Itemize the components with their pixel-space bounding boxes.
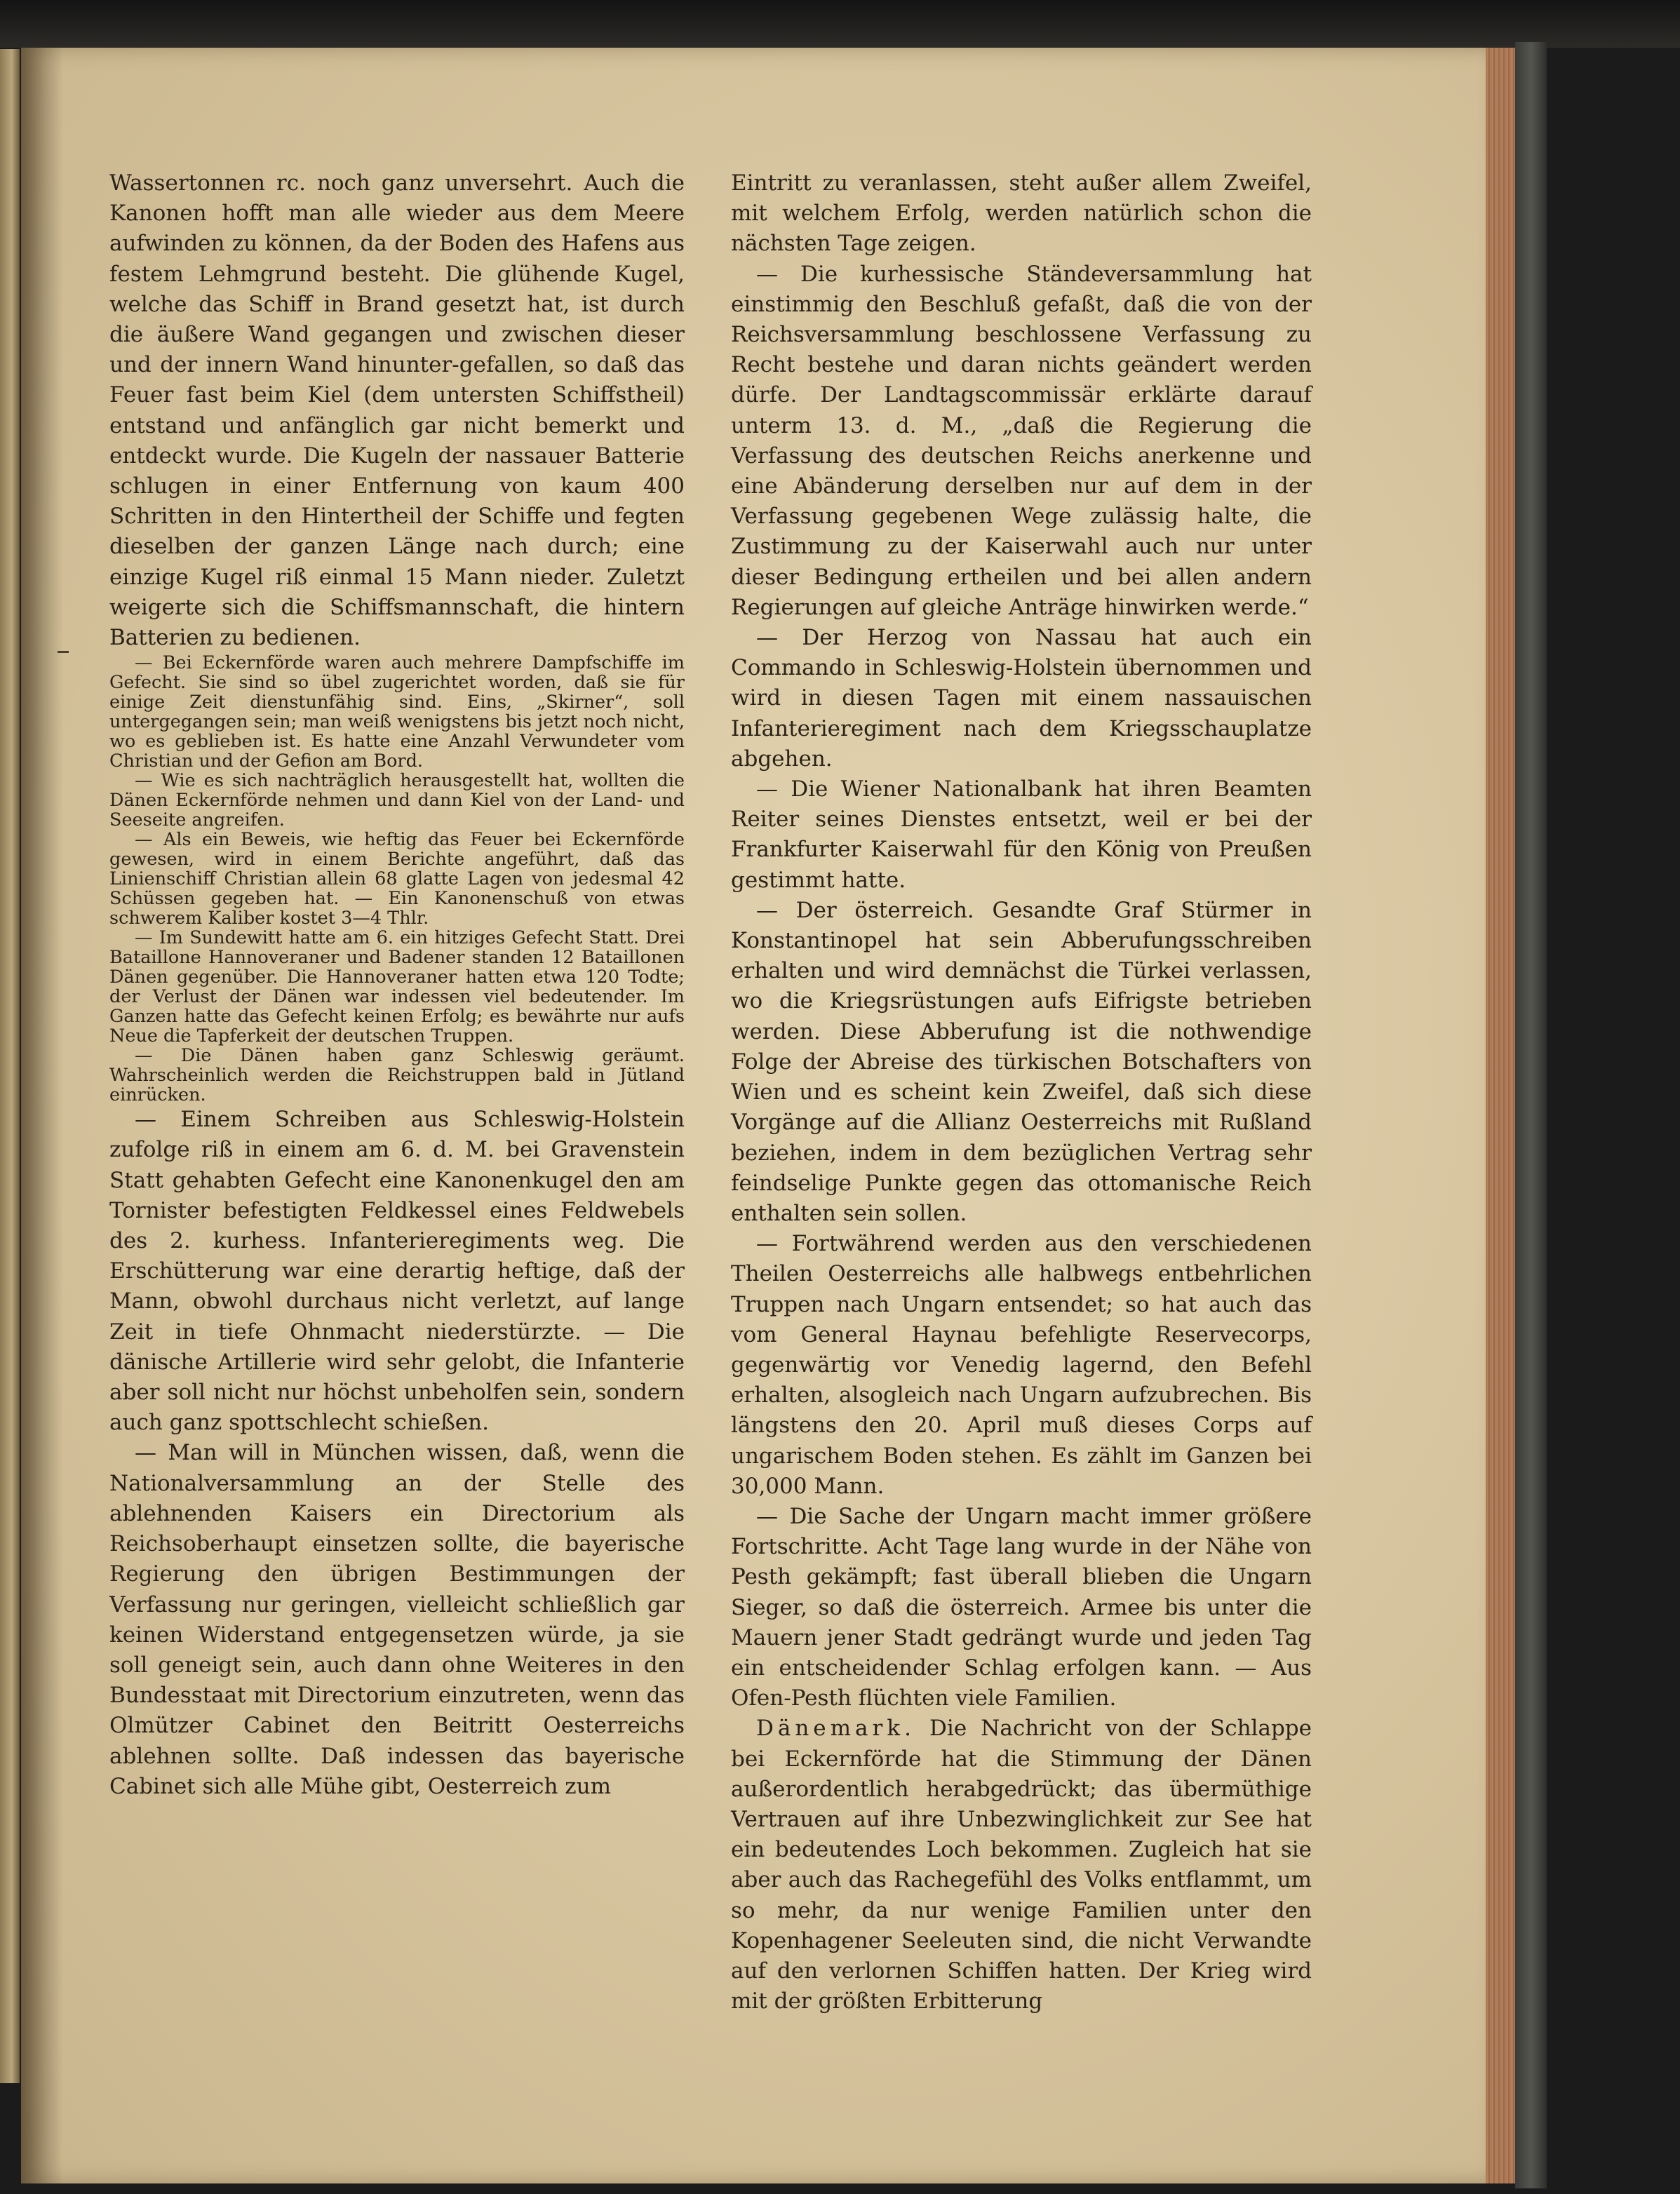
- book-cover-edge: [1515, 42, 1547, 2188]
- section-heading-denmark: Dänemark.: [756, 1716, 915, 1742]
- paragraph-fire-proof: — Als ein Beweis, wie heftig das Feuer bei Eckernförde gewesen, wird in einem Berichte angeführt, daß das Linienschiff Christian allein 68 glatte Lagen von jedesmal 42 Schüssen gegeben hat. — Ein Kanonenschuß von etwas schwerem Kaliber kostet 3—4 Thlr.: [109, 829, 685, 929]
- page-gutter-shadow: [21, 48, 63, 2183]
- paragraph-gravenstein: — Einem Schreiben aus Schleswig-Holstein zufolge riß in einem am 6. d. M. bei Gravenstein Statt gehabten Gefecht eine Kanonenkugel den am Tornister befestigten Feldkessel eines Feldwebels des 2. kurhess. Infanterieregiments weg. Die Erschütterung war eine derartig heftige, daß der Mann, obwohl durchaus nicht verletzt, auf lange Zeit in tiefe Ohnmacht niederstürzte. — Die dänische Artillerie wird sehr gelobt, die Infanterie aber soll nicht nur höchst unbeholfen sein, sondern auch ganz spottschlecht schießen.: [109, 1107, 685, 1436]
- paragraph-continuation: Eintritt zu veranlassen, steht außer allem Zweifel, mit welchem Erfolg, werden natürlich schon die nächsten Tage zeigen.: [731, 170, 1312, 257]
- paragraph-denmark: [731, 1714, 1312, 2017]
- paragraph-harbor-report: Wassertonnen rc. noch ganz unversehrt. Auch die Kanonen hofft man alle wieder aus dem Meere aufwinden zu können, da der Boden des Hafens aus festem Lehmgrund besteht. Die glühende Kugel, welche das Schiff in Brand gesetzt hat, ist durch die äußere Wand gegangen und zwischen dieser und der innern Wand hinunter-gefallen, so daß das Feuer fast beim Kiel (dem untersten Schiffstheil) entstand und anfänglich gar nicht bemerkt und entdeckt wurde. Die Kugeln der nassauer Batterie schlugen in einer Entfernung von kaum 400 Schritten in den Hintertheil der Schiffe und fegten dieselben der ganzen Länge nach durch; eine einzige Kugel riß einmal 15 Mann nieder. Zuletzt weigerte sich die Schiffsmannschaft, die hintern Batterien zu bedienen.: [109, 170, 685, 651]
- paragraph-denmark-text: Die Nachricht von der Schlappe bei Eckernförde hat die Stimmung der Dänen außerordentlich herabgedrückt; das übermüthige Vertrauen auf ihre Unbezwinglichkeit zur See hat ein bedeutendes Loch bekommen. Zugleich hat sie aber auch das Rachegefühl des Volks entflammt, um so mehr, da nur wenige Familien unter den Kopenhagener Seeleuten sind, die nicht Verwandte auf den verlornen Schiffen hatten. Der Krieg wird mit der größten Erbitterung: [731, 1716, 1312, 2014]
- paragraph-danish-plan: — Wie es sich nachträglich herausgestellt hat, wollten die Dänen Eckernförde nehmen und dann Kiel von der Land- und Seeseite angreifen.: [109, 770, 685, 831]
- paragraph-schleswig-cleared: — Die Dänen haben ganz Schleswig geräumt. Wahrscheinlich werden die Reichstruppen bald in Jütland einrücken.: [109, 1045, 685, 1106]
- paragraph-steamships: — Bei Eckernförde waren auch mehrere Dampfschiffe im Gefecht. Sie sind so übel zugerichtet worden, daß sie für einige Zeit dienstunfähig sind. Eins, „Skirner“, soll untergegangen sein; man weiß wenigstens bis jetzt noch nicht, wo es geblieben ist. Es hatte eine Anzahl Verwundeter vom Christian und der Gefion am Bord.: [109, 652, 685, 772]
- paragraph-troops: — Fortwährend werden aus den verschiedenen Theilen Oesterreichs alle halbwegs entbehrlichen Truppen nach Ungarn entsendet; so hat auch das vom General Haynau befehligte Reservecorps, gegenwärtig vor Venedig lagernd, den Befehl erhalten, alsogleich nach Ungarn aufzubrechen. Bis längstens den 20. April muß dieses Corps auf ungarischem Boden stehen. Es zählt im Ganzen bei 30,000 Mann.: [731, 1231, 1312, 1499]
- paragraph-hungary: — Die Sache der Ungarn macht immer größere Fortschritte. Acht Tage lang wurde in der Nähe von Pesth gekämpft; fast überall blieben die Ungarn Sieger, so daß die österreich. Armee bis unter die Mauern jener Stadt gedrängt wurde und jeden Tag ein entscheidender Schlag erfolgen kann. — Aus Ofen-Pesth flüchten viele Familien.: [731, 1503, 1312, 1711]
- right-column: [731, 168, 1312, 2017]
- margin-mark: [58, 651, 69, 653]
- facing-page-edge: [0, 49, 20, 2083]
- paragraph-nationalbank: — Die Wiener Nationalbank hat ihren Beamten Reiter seines Dienstes entsetzt, weil er bei der Frankfurter Kaiserwahl für den König von Preußen gestimmt hatte.: [731, 776, 1312, 893]
- left-column: [109, 168, 685, 1802]
- scan-background-top: [0, 0, 1680, 48]
- page-edges: [1486, 48, 1515, 2183]
- paragraph-munich: — Man will in München wissen, daß, wenn die Nationalversammlung an der Stelle des ablehnenden Kaisers ein Directorium als Reichsoberhaupt einsetzen sollte, die bayerische Regierung den übrigen Bestimmungen der Verfassung nur geringen, vielleicht schließlich gar keinen Widerstand entgegensetzen würde, ja sie soll geneigt sein, auch dann ohne Weiteres in den Bundesstaat mit Directorium einzutreten, wenn das Olmützer Cabinet den Beitritt Oesterreichs ablehnen sollte. Daß indessen das bayerische Cabinet sich alle Mühe gibt, Oesterreich zum: [109, 1440, 685, 1799]
- paragraph-kurhessen: — Die kurhessische Ständeversammlung hat einstimmig den Beschluß gefaßt, daß die von der Reichsversammlung beschlossene Verfassung zu Recht bestehe und daran nichts geändert werden dürfe. Der Landtagscommissär erklärte darauf unterm 13. d. M., „daß die Regierung die Verfassung des deutschen Reichs anerkenne und eine Abänderung derselben nur auf dem in der Verfassung gegebenen Wege zulässig halte, die Zustimmung zu der Kaiserwahl auch nur unter dieser Bedingung ertheilen und bei allen andern Regierungen auf gleiche Anträge hinwirken werde.“: [731, 261, 1312, 620]
- paragraph-nassau: — Der Herzog von Nassau hat auch ein Commando in Schleswig-Holstein übernommen und wird in diesen Tagen mit einem nassauischen Infanterieregiment nach dem Kriegsschauplatze abgehen.: [731, 625, 1312, 772]
- paragraph-stuermer: — Der österreich. Gesandte Graf Stürmer in Konstantinopel hat sein Abberufungsschreiben erhalten und wird demnächst die Türkei verlassen, wo die Kriegsrüstungen aufs Eifrigste betrieben werden. Diese Abberufung ist die nothwendige Folge der Abreise des türkischen Botschafters von Wien und es scheint kein Zweifel, daß sich diese Vorgänge auf die Allianz Oesterreichs mit Rußland beziehen, indem in dem bezüglichen Vertrag sehr feindselige Punkte gegen das ottomanische Reich enthalten sein sollen.: [731, 897, 1312, 1226]
- paragraph-sundewitt: — Im Sundewitt hatte am 6. ein hitziges Gefecht Statt. Drei Bataillone Hannoveraner und Badener standen 12 Bataillonen Dänen gegenüber. Die Hannoveraner hatten etwa 120 Todte; der Verlust der Dänen war indessen viel bedeutender. Im Ganzen hatte das Gefecht keinen Erfolg; es bewährte nur aufs Neue die Tapferkeit der deutschen Truppen.: [109, 927, 685, 1047]
